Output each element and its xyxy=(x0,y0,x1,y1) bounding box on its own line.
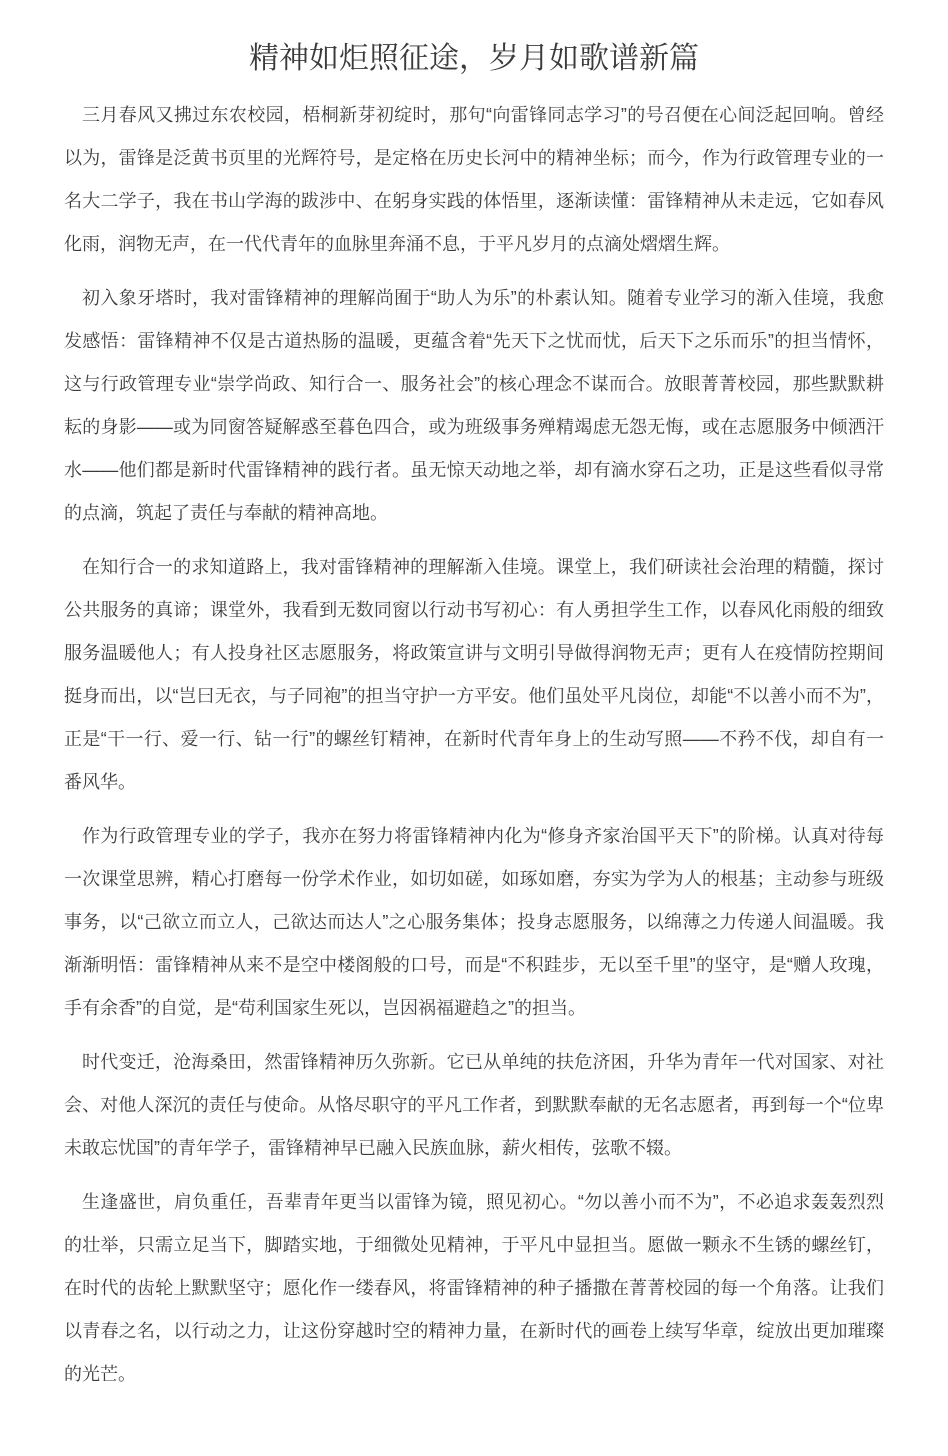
paragraph-5: 时代变迁，沧海桑田，然雷锋精神历久弥新。它已从单纯的扶危济困，升华为青年一代对国家、对社会、对他人深沉的责任与使命。从恪尽职守的平凡工作者，到默默奉献的无名志愿者，再到每一个“位卑未敢忘忧国”的青年学子，雷锋精神早已融入民族血脉，薪火相传，弦歌不辍。 xyxy=(64,1052,884,1158)
document-title: 精神如炬照征途，岁月如歌谱新篇 xyxy=(249,42,699,75)
paragraph-3: 在知行合一的求知道路上，我对雷锋精神的理解渐入佳境。课堂上，我们研读社会治理的精髓，探讨公共服务的真谛；课堂外，我看到无数同窗以行动书写初心：有人勇担学生工作，以春风化雨般的细致服务温暖他人；有人投身社区志愿服务，将政策宣讲与文明引导做得润物无声；更有人在疫情防控期间挺身而出，以“岂曰无衣，与子同袍”的担当守护一方平安。他们虽处平凡岗位，却能“不以善小而不为”，正是“干一行、爱一行、钻一行”的螺丝钉精神，在新时代青年身上的生动写照——不矜不伐，却自有一番风华。 xyxy=(64,557,884,792)
paragraph-1: 三月春风又拂过东农校园，梧桐新芽初绽时，那句“向雷锋同志学习”的号召便在心间泛起回响。曾经以为，雷锋是泛黄书页里的光辉符号，是定格在历史长河中的精神坐标；而今，作为行政管理专业的一名大二学子，我在书山学海的跋涉中、在躬身实践的体悟里，逐渐读懂：雷锋精神从未走远，它如春风化雨，润物无声，在一代代青年的血脉里奔涌不息，于平凡岁月的点滴处熠熠生辉。 xyxy=(64,105,884,254)
paragraph-2: 初入象牙塔时，我对雷锋精神的理解尚囿于“助人为乐”的朴素认知。随着专业学习的渐入佳境，我愈发感悟：雷锋精神不仅是古道热肠的温暖，更蕴含着“先天下之忧而忧，后天下之乐而乐”的担当情怀，这与行政管理专业“崇学尚政、知行合一、服务社会”的核心理念不谋而合。放眼菁菁校园，那些默默耕耘的身影——或为同窗答疑解惑至暮色四合，或为班级事务殚精竭虑无怨无悔，或在志愿服务中倾洒汗水——他们都是新时代雷锋精神的践行者。虽无惊天动地之举，却有滴水穿石之功，正是这些看似寻常的点滴，筑起了责任与奉献的精神高地。 xyxy=(64,288,884,523)
paragraph-6: 生逢盛世，肩负重任，吾辈青年更当以雷锋为镜，照见初心。“勿以善小而不为”，不必追求轰轰烈烈的壮举，只需立足当下，脚踏实地，于细微处见精神，于平凡中显担当。愿做一颗永不生锈的螺丝钉，在时代的齿轮上默默坚守；愿化作一缕春风，将雷锋精神的种子播撒在菁菁校园的每一个角落。让我们以青春之名，以行动之力，让这份穿越时空的精神力量，在新时代的画卷上续写华章，绽放出更加璀璨的光芒。 xyxy=(64,1192,884,1384)
paragraph-4: 作为行政管理专业的学子，我亦在努力将雷锋精神内化为“修身齐家治国平天下”的阶梯。认真对待每一次课堂思辨，精心打磨每一份学术作业，如切如磋，如琢如磨，夯实为学为人的根基；主动参与班级事务，以“己欲立而立人，己欲达而达人”之心服务集体；投身志愿服务，以绵薄之力传递人间温暖。我渐渐明悟：雷锋精神从来不是空中楼阁般的口号，而是“不积跬步，无以至千里”的坚守，是“赠人玫瑰，手有余香”的自觉，是“苟利国家生死以，岂因祸福避趋之”的担当。 xyxy=(64,826,884,1018)
